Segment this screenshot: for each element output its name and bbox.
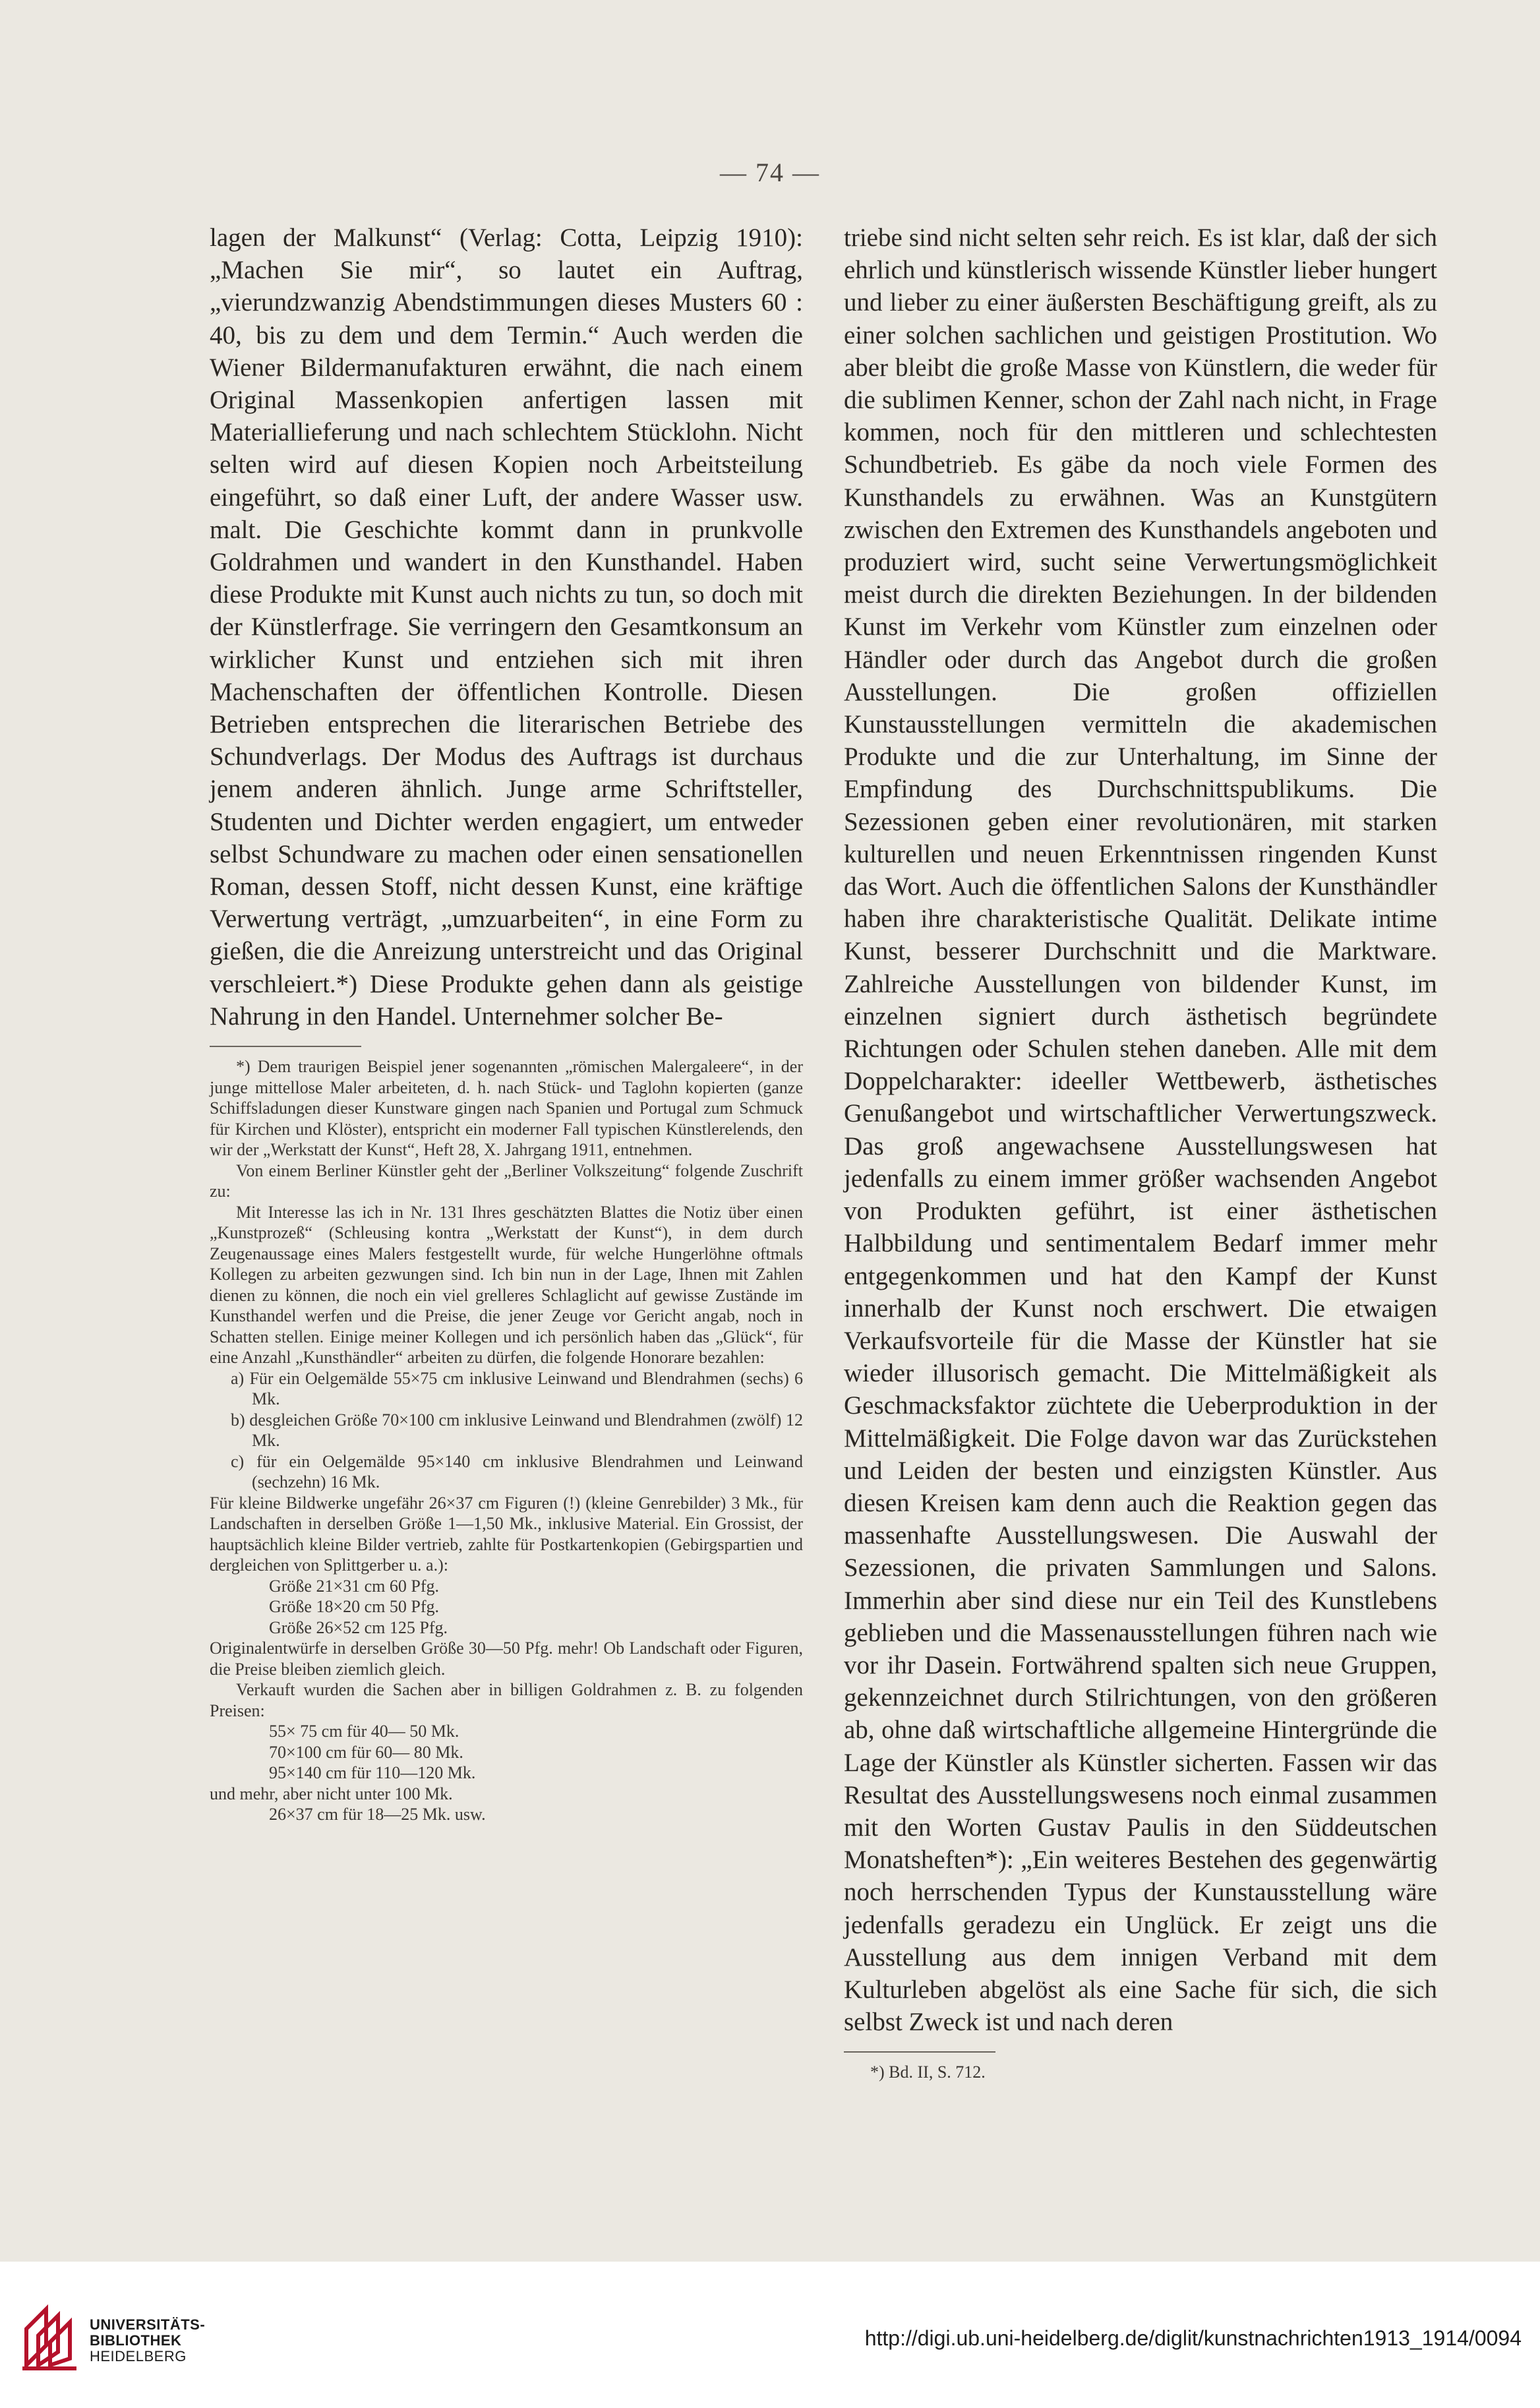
footnote-list-item: a) Für ein Oelgemälde 55×75 cm inklusive Leinwand und Blendrahmen (sechs) 6 Mk. bbox=[231, 1368, 803, 1409]
left-column-body: lagen der Malkunst“ (Verlag: Cotta, Leipzig 1910): „Machen Sie mir“, so lautet ein Auftrag, „vierundzwanzig Abendstimmungen dieses Musters 60 : 40, bis zu dem und dem Termin.“ Auch werden die Wiener Bildermanufakturen erwähnt, die nach einem Original Massenkopien anfertigen lassen mit Materiallieferung und nach schlechtem Stücklohn. Nicht selten wird auf diesen Kopien noch Arbeitsteilung eingeführt, so daß einer Luft, der andere Wasser usw. malt. Die Geschichte kommt dann in prunkvolle Goldrahmen und wandert in den Kunsthandel. Haben diese Produkte mit Kunst auch nichts zu tun, so doch mit der Künstlerfrage. Sie verringern den Gesamtkonsum an wirklicher Kunst und entziehen sich mit ihren Machenschaften der öffentlichen Kontrolle. Diesen Betrieben entsprechen die literarischen Betriebe des Schundverlags. Der Modus des Auftrags ist durchaus jenem anderen ähnlich. Junge arme Schriftsteller, Studenten und Dichter werden engagiert, um entweder selbst Schundware zu machen oder einen sensationellen Roman, dessen Stoff, nicht dessen Kunst, eine kräftige Verwertung verträgt, „umzuarbeiten“, in eine Form zu gießen, die die Anreizung unterstreicht und das Original verschleiert.*) Diese Produkte gehen dann als geistige Nahrung in den Handel. Unternehmer solcher Be- bbox=[210, 224, 803, 1031]
right-column bbox=[844, 222, 1437, 2083]
footnote-list-item: b) desgleichen Größe 70×100 cm inklusive Leinwand und Blendrahmen (zwölf) 12 Mk. bbox=[231, 1410, 803, 1451]
footnote-price-row: 70×100 cm für 60— 80 Mk. bbox=[269, 1742, 463, 1762]
library-name-line: HEIDELBERG bbox=[90, 2348, 187, 2364]
footnote-price-row: 95×140 cm für 110—120 Mk. bbox=[269, 1763, 476, 1783]
right-footnote: *) Bd. II, S. 712. bbox=[870, 2062, 986, 2082]
footnote-paragraph: und mehr, aber nicht unter 100 Mk. bbox=[210, 1784, 453, 1803]
library-name-line: UNIVERSITÄTS- bbox=[90, 2316, 206, 2333]
footnote-paragraph: Verkauft wurden die Sachen aber in billigen Goldrahmen z. B. zu folgenden Preisen: bbox=[210, 1680, 803, 1720]
ub-heidelberg-logo-icon bbox=[20, 2303, 79, 2372]
footer-bar bbox=[0, 2262, 1540, 2408]
footnote-paragraph: Von einem Berliner Künstler geht der „Berliner Volkszeitung“ folgende Zuschrift zu: bbox=[210, 1160, 803, 1201]
source-url-link[interactable]: http://digi.ub.uni-heidelberg.de/diglit/kunstnachrichten1913_1914/0094 bbox=[864, 2326, 1522, 2350]
library-name-line: BIBLIOTHEK bbox=[90, 2332, 182, 2349]
footnote-divider bbox=[210, 1046, 361, 1047]
left-footnotes bbox=[210, 1056, 803, 1825]
footnote-price-row: 26×37 cm für 18—25 Mk. usw. bbox=[269, 1805, 486, 1824]
footnote-divider bbox=[844, 2051, 995, 2053]
footnote-price-row: 55× 75 cm für 40— 50 Mk. bbox=[269, 1722, 459, 1741]
library-name bbox=[90, 2317, 205, 2364]
footnote-size-row: Größe 18×20 cm 50 Pfg. bbox=[269, 1597, 440, 1617]
right-column-body: triebe sind nicht selten sehr reich. Es ist klar, daß der sich ehrlich und künstlerisch wissende Künstler lieber hungert und lieber zu einer äußersten Beschäftigung greift, als zu einer solchen sachlichen und geistigen Prostitution. Wo aber bleibt die große Masse von Künstlern, die weder für die sublimen Kenner, schon der Zahl nach nicht, in Frage kommen, noch für den mittleren und schlechtesten Schundbetrieb. Es gäbe da noch viele Formen des Kunsthandels zu erwähnen. Was an Kunstgütern zwischen den Extremen des Kunsthandels angeboten und produziert wird, sucht seine Verwertungsmöglichkeit meist durch die direkten Beziehungen. In der bildenden Kunst im Verkehr vom Künstler zum einzelnen oder Händler oder durch das Angebot durch die großen Ausstellungen. Die großen offiziellen Kunstausstellungen vermitteln die akademischen Produkte und die zur Unterhaltung, im Sinne der Empfindung des Durchschnittspublikums. Die Sezessionen geben einer revolutionären, mit starken kulturellen und neuen Erkenntnissen ringenden Kunst das Wort. Auch die öffentlichen Salons der Kunsthändler haben ihre charakteristische Qualität. Delikate intime Kunst, besserer Durchschnitt und die Marktware. Zahlreiche Ausstellungen von bildender Kunst, im einzelnen signiert durch ästhetisch begründete Richtungen oder Schulen stehen daneben. Alle mit dem Doppelcharakter: ideeller Wettbewerb, ästhetisches Genußangebot und wirtschaftlicher Verwertungszweck. Das groß angewachsene Ausstellungswesen hat jedenfalls zu einem immer größer wachsenden Angebot von Produkten geführt, ist einer ästhetischen Halbbildung und sentimentalem Bedarf immer mehr entgegenkommen und hat den Kampf der Kunst innerhalb der Kunst noch erschwert. Die etwaigen Verkaufsvorteile für die Masse der Künstler hat sie wieder illusorisch gemacht. Die Mittelmäßigkeit als Geschmacksfaktor züchtete die Ueberproduktion in der Mittelmäßigkeit. Die Folge davon war das Zurückstehen und Leiden der besten und einzigsten Künstler. Aus diesen Kreisen kam denn auch die Reaktion gegen das massenhafte Ausstellungswesen. Die Auswahl der Sezessionen, die privaten Sammlungen und Salons. Immerhin aber sind diese nur ein Teil des Kunstlebens geblieben und die Massenausstellungen führen nach wie vor ihr Dasein. Fortwährend spalten sich neue Gruppen, gekennzeichnet durch Stilrichtungen, von den größeren ab, ohne daß wirtschaftliche allgemeine Hintergründe die Lage der Künstler als Künstler sicherten. Fassen wir das Resultat des Ausstellungswesens noch einmal zusammen mit den Worten Gustav Paulis in den Süddeutschen Monatsheften*): „Ein weiteres Bestehen des gegenwärtig noch herrschenden Typus der Kunstausstellung wäre jedenfalls geradezu ein Unglück. Er zeigt uns die Ausstellung aus dem innigen Verband mit dem Kulturleben abgelöst als eine Sache für sich, die sich selbst Zweck ist und nach deren bbox=[844, 224, 1437, 2037]
footnote-paragraph: Für kleine Bildwerke ungefähr 26×37 cm Figuren (!) (kleine Genrebilder) 3 Mk., für Landschaften in derselben Größe 1—1,50 Mk., inklusive Material. Ein Grossist, der hauptsächlich kleine Bilder vertrieb, zahlte für Postkartenkopien (Gebirgspartien und dergleichen von Splittgerber u. a.): bbox=[210, 1493, 803, 1575]
left-column bbox=[210, 222, 803, 1825]
footnote-size-row: Größe 21×31 cm 60 Pfg. bbox=[269, 1576, 440, 1596]
footnote-list-item: c) für ein Oelgemälde 95×140 cm inklusive Blendrahmen und Leinwand (sechzehn) 16 Mk. bbox=[231, 1451, 803, 1492]
footnote-paragraph: Mit Interesse las ich in Nr. 131 Ihres geschätzten Blattes die Notiz über einen „Kunstprozeß“ (Schleusing kontra „Werkstatt der Kunst“), in dem durch Zeugenaussage eines Malers festgestellt wurde, für welche Hungerlöhne oftmals Kollegen zu arbeiten gezwungen sind. Ich bin nun in der Lage, Ihnen mit Zahlen dienen zu können, die noch ein viel grelleres Schlaglicht auf gewisse Zustände im Kunsthandel werfen und die Preise, die jener Zeuge vor Gericht angab, noch in Schatten stellen. Einige meiner Kollegen und ich persönlich haben das „Glück“, für eine Anzahl „Kunsthändler“ arbeiten zu dürfen, die folgende Honorare bezahlen: bbox=[210, 1202, 803, 1368]
footnote-paragraph: *) Dem traurigen Beispiel jener sogenannten „römischen Malergaleere“, in der junge mittellose Maler arbeiteten, d. h. nach Stück- und Taglohn kopierten (ganze Schiffsladungen dieser Kunstware gingen nach Spanien und Portugal zum Schmuck für Kirchen und Klöster), entspricht ein moderner Fall typischen Künstlerelends, den wir der „Werkstatt der Kunst“, Heft 28, X. Jahrgang 1911, entnehmen. bbox=[210, 1057, 803, 1160]
footnote-paragraph: Originalentwürfe in derselben Größe 30—50 Pfg. mehr! Ob Landschaft oder Figuren, die Preise bleiben ziemlich gleich. bbox=[210, 1639, 803, 1679]
footnote-size-row: Größe 26×52 cm 125 Pfg. bbox=[269, 1617, 448, 1637]
page-number: — 74 — bbox=[720, 158, 820, 187]
